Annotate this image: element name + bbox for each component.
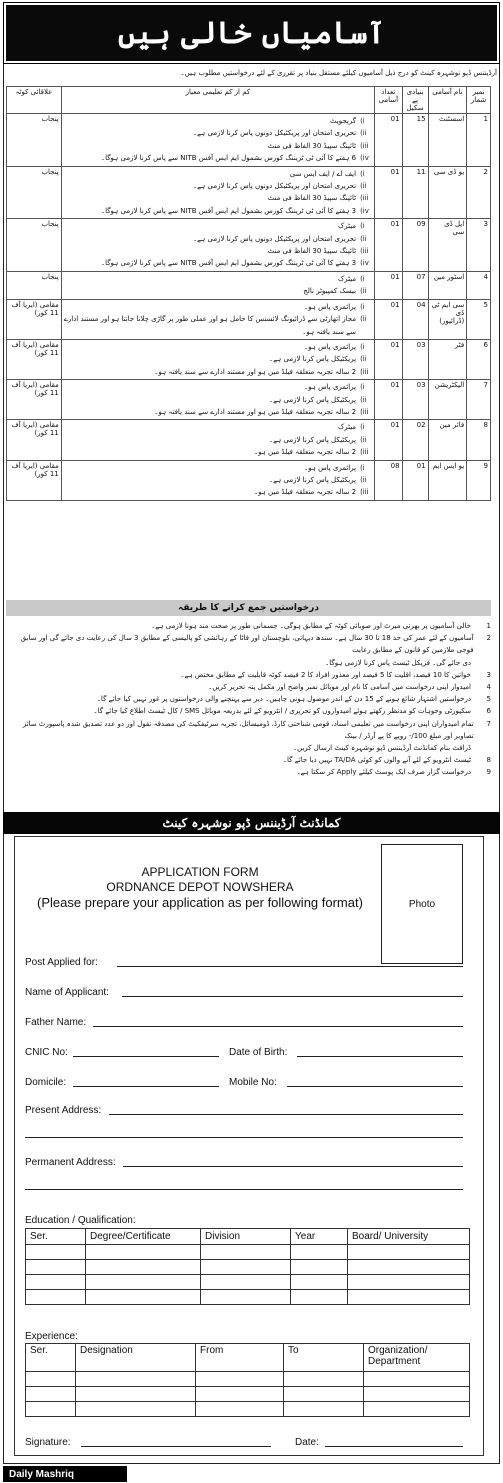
list-item	[6, 718, 491, 742]
qualification-line	[64, 353, 372, 365]
list-item	[6, 657, 491, 669]
qualification-text: 2 سالہ تجربہ متعلقہ فیلڈ میں ہو۔	[253, 448, 357, 457]
list-item	[6, 669, 491, 681]
qualification-line	[64, 152, 372, 164]
exp-col-to: To	[284, 1344, 364, 1372]
form-title: APPLICATION FORM	[141, 865, 259, 879]
qualification-line	[64, 326, 372, 338]
qualification-text: 6 ہفتے کا آئی ٹی ٹریننگ کورس بشمول ایم ایس آفس NITB سے پاس کرنا لازمی ہوگا۔	[100, 154, 357, 163]
cell-num: 01	[375, 166, 403, 219]
qualification-text: ٹائپنگ سپیڈ 30 الفاظ فی منٹ	[267, 194, 357, 203]
qualification-text: میٹرک	[337, 423, 357, 432]
qualification-text: پریکٹیکل پاس کرنا لازمی ہے۔	[268, 435, 357, 444]
edu-col-ser: Ser.	[26, 1229, 86, 1245]
item-text: درخواستیں اشتہار شائع ہونے کے 15 دن کے اندر موصول ہونی چاہیں۔ دیر سے پہنچنے والی درخواستوں پر غور نہیں کیا جائے گا۔	[96, 695, 471, 704]
table-row	[7, 380, 491, 420]
qualification-line	[64, 168, 372, 180]
item-text: ڈرافٹ بنام کمانڈنٹ آرڈیننس ڈپو نوشہرہ کینٹ ارسال کریں۔	[292, 744, 471, 753]
qualification-marker: (i	[360, 117, 365, 125]
qualification-text: پرائمری پاس ہو۔	[304, 463, 357, 472]
qualification-text: پرائمری پاس ہو۔	[304, 383, 357, 392]
cell-area: پنجاب	[7, 271, 62, 299]
newspaper-footer: Daily Mashriq	[3, 1466, 127, 1482]
qualification-marker: (ii	[360, 435, 367, 444]
table-row[interactable]	[26, 1275, 470, 1290]
table-row	[7, 114, 491, 167]
exp-col-organization: Organization/ Department	[364, 1344, 470, 1372]
item-text: خالی آسامیوں پر بھرتی میرٹ اور صوبائی کوٹہ کے مطابق ہوگی۔ جسمانی طور پر صحت مند ہونا لازمی ہے۔	[151, 622, 471, 630]
item-number: 8	[486, 756, 491, 765]
item-text: دی جائے گی۔ فزیکل ٹیسٹ پاس کرنا لازمی ہوگا۔	[325, 658, 471, 667]
permanent-address-label: Permanent Address:	[25, 1157, 116, 1168]
cell-post: فٹر	[428, 339, 467, 379]
qualification-marker: (i	[360, 463, 365, 472]
photo-box[interactable]	[381, 844, 463, 964]
qualification-line	[64, 301, 372, 313]
qualification-text: مجاز اتھارٹی سے ڈرائیونگ لائسنس کا حامل ہو اور عملی طور پر گاڑی چلانا جانتا ہو اور مستند ادارے	[63, 315, 357, 324]
cell-post: اسسٹنٹ	[428, 114, 467, 167]
cell-num: 01	[375, 114, 403, 167]
qualification-line	[64, 406, 372, 418]
edu-col-year: Year	[291, 1229, 348, 1245]
item-number	[477, 657, 491, 669]
exp-col-designation: Designation	[76, 1344, 196, 1372]
qualification-marker: (ii	[360, 287, 367, 296]
post-applied-label: Post Applied for:	[25, 957, 98, 968]
qualification-line	[64, 313, 372, 325]
qualification-marker: (iii	[360, 448, 369, 457]
qualification-line	[64, 140, 372, 152]
table-row	[7, 339, 491, 379]
present-address-label: Present Address:	[25, 1105, 102, 1116]
permanent-address-line-2[interactable]	[25, 1189, 463, 1190]
qualification-marker: (iv	[360, 206, 369, 215]
qualification-line	[64, 421, 372, 433]
cell-area: پنجاب	[7, 114, 62, 167]
item-text: تمام امیدواران اپنی درخواست میں تعلیمی اسناد، قومی شناختی کارڈ، ڈومیسائل، تجربہ سرٹیفکیٹ کی مصدقہ نقول اور دو عدد تصدیق شدہ پاسپورٹ سائز تصاویر اور مبلغ 100/- روپے کا پے آرڈر / بینک	[22, 719, 474, 740]
cell-num: 01	[375, 420, 403, 460]
item-number: 9	[486, 768, 491, 777]
qualification-line	[64, 245, 372, 257]
item-number	[477, 742, 491, 754]
cell-eligibility	[61, 299, 374, 339]
form-subtitle: ORDNANCE DEPOT NOWSHERA	[106, 880, 294, 894]
qualification-line	[64, 180, 372, 192]
cell-sr: 1	[467, 114, 491, 167]
qualification-line	[64, 127, 372, 139]
qualification-marker: (ii	[360, 355, 367, 364]
item-text: امیدوار اپنی درخواست میں آسامی کا نام اور موبائل نمبر واضح اور مکمل پتہ تحریر کریں۔	[208, 683, 471, 692]
table-row[interactable]	[26, 1387, 470, 1402]
qualification-text: 2 سالہ تجربہ متعلقہ فیلڈ میں ہو۔	[253, 488, 357, 497]
cell-num: 01	[375, 219, 403, 272]
qualification-marker: (ii	[360, 234, 367, 243]
cell-eligibility	[61, 166, 374, 219]
item-text: سکیورٹی وجوہات کو مدنظر رکھتے ہوئے امیدواروں کو تحریری / انٹرویو کے لئے بذریعہ موبائل SMS / کال ٹیسٹ اطلاع کیا جائے گا۔	[93, 707, 471, 716]
cell-sr: 2	[467, 166, 491, 219]
qualification-line	[64, 205, 372, 217]
list-item	[6, 766, 491, 778]
permanent-address-line-1[interactable]	[123, 1166, 463, 1167]
form-note: (Please prepare your application as per following format)	[37, 895, 363, 910]
table-row[interactable]	[26, 1290, 470, 1305]
qualification-marker: (i	[360, 222, 365, 231]
qualification-marker: (iii	[360, 194, 369, 203]
education-table	[25, 1228, 470, 1305]
qualification-text: ایف اے / ایف ایس سی	[289, 169, 357, 178]
list-item	[6, 632, 491, 656]
cell-num: 01	[375, 339, 403, 379]
item-text: خواتین کا 10 فیصد، اقلیت کا 5 فیصد اور معذور افراد کا 2 فیصد کوٹہ قابلیت کے مطابق مختص ہے۔	[180, 670, 471, 679]
qualification-marker	[360, 326, 372, 338]
cell-area: پنجاب	[7, 219, 62, 272]
col-sr: نمبر شمار	[467, 87, 491, 114]
item-number: 7	[486, 719, 491, 728]
application-form	[14, 836, 484, 1456]
method-list	[6, 620, 491, 779]
qualification-line	[64, 273, 372, 285]
cell-post: سی ایم ٹی ڈی (ڈرائیور)	[428, 299, 467, 339]
cell-sr: 3	[467, 219, 491, 272]
qualification-marker: (ii	[360, 129, 367, 138]
qualification-marker: (i	[360, 383, 365, 392]
qualification-text: پرائمری پاس ہو۔	[304, 342, 357, 351]
name-line[interactable]	[122, 996, 463, 997]
cell-post: یو ایس ایم	[428, 460, 467, 500]
list-item	[6, 693, 491, 705]
cell-num: 08	[375, 460, 403, 500]
cell-bps: 11	[402, 166, 428, 219]
cell-sr: 5	[467, 299, 491, 339]
cell-sr: 9	[467, 460, 491, 500]
qualification-text: ٹائپنگ سپیڈ 30 الفاظ فی منٹ	[267, 247, 357, 256]
col-num: تعداد آسامی	[375, 87, 403, 114]
qualification-text: میٹرک	[337, 222, 357, 231]
vacancies-table	[6, 86, 491, 501]
present-address-line-2[interactable]	[25, 1137, 463, 1138]
domicile-label: Domicile:	[25, 1077, 67, 1088]
header-banner	[4, 3, 499, 63]
col-area: علاقائی کوٹہ	[7, 87, 62, 114]
qualification-marker: (ii	[360, 315, 367, 324]
cell-post: اسٹور مین	[428, 271, 467, 299]
qualification-line	[64, 394, 372, 406]
cell-bps: 09	[402, 219, 428, 272]
cell-num: 01	[375, 380, 403, 420]
cell-eligibility	[61, 219, 374, 272]
list-item	[6, 742, 491, 754]
qualification-line	[64, 257, 372, 269]
intro-text: آرڈیننس ڈپو نوشہرہ کینٹ کو درج ذیل آسامیوں کیلئے مستقل بنیاد پر تقرری کے لئے درخواستیں مطلوب ہیں۔	[180, 69, 497, 77]
qualification-marker: (i	[360, 169, 365, 178]
present-address-line-1[interactable]	[109, 1114, 463, 1115]
item-number: 3	[486, 670, 491, 679]
qualification-text: سے سند یافتہ ہو۔	[302, 327, 357, 336]
qualification-marker: (i	[360, 342, 365, 351]
table-row[interactable]	[26, 1372, 470, 1387]
cell-bps: 03	[402, 380, 428, 420]
signature-label: Signature:	[25, 1437, 71, 1448]
table-row	[7, 420, 491, 460]
qualification-text: تحریری امتحان اور پریکٹیکل دونوں پاس کرنا لازمی ہے۔	[192, 234, 357, 243]
qualification-line	[64, 462, 372, 474]
mobile-label: Mobile No:	[229, 1077, 277, 1088]
cell-sr: 8	[467, 420, 491, 460]
qualification-line	[64, 486, 372, 498]
cell-post: فائر مین	[428, 420, 467, 460]
qualification-line	[64, 341, 372, 353]
cell-bps: 03	[402, 339, 428, 379]
qualification-marker: (iii	[360, 488, 369, 497]
qualification-text: پریکٹیکل پاس کرنا لازمی ہے۔	[268, 475, 357, 484]
col-post: نام آسامی	[428, 87, 467, 114]
table-row[interactable]	[26, 1260, 470, 1275]
item-text: آسامیوں کے لئے عمر کی حد 18 تا 30 سال ہے۔ سندھ دیہاتی، بلوچستان اور فاٹا کے رہائشی کو پالیسی کے مطابق 3 سال کی رعایت دی جائے گی اور سابق فوجی ملازمین کو قانون کے مطابق رعایت	[20, 634, 474, 655]
exp-col-ser: Ser.	[26, 1344, 76, 1372]
qualification-text: گریجویٹ	[329, 117, 357, 125]
father-name-label: Father Name:	[25, 1017, 87, 1028]
list-item	[6, 705, 491, 717]
qualification-text: ٹائپنگ سپیڈ 30 الفاظ فی منٹ	[267, 141, 357, 150]
item-number: 1	[486, 622, 491, 630]
cell-area: مقامی (ایریا آف 11 کور)	[7, 460, 62, 500]
qualification-marker: (ii	[360, 395, 367, 404]
qualification-line	[64, 446, 372, 458]
commandant-bar: کمانڈنٹ آرڈیننس ڈپو نوشہرہ کینٹ	[3, 812, 500, 834]
qualification-marker: (iv	[360, 154, 369, 163]
father-name-line[interactable]	[93, 1026, 463, 1027]
cell-sr: 4	[467, 271, 491, 299]
edu-col-board: Board/ University	[348, 1229, 470, 1245]
qualification-marker: (iii	[360, 141, 369, 150]
qualification-text: پریکٹیکل پاس کرنا لازمی ہے۔	[268, 395, 357, 404]
list-item	[6, 620, 491, 632]
cell-bps: 15	[402, 114, 428, 167]
qualification-text: 3 ہفتے کا آئی ٹی ٹریننگ کورس بشمول ایم ایس آفس NITB سے پاس کرنا لازمی ہوگا۔	[100, 259, 357, 268]
qualification-line	[64, 285, 372, 297]
photo-label: Photo	[408, 898, 436, 910]
cell-bps: 04	[402, 299, 428, 339]
item-number: 6	[486, 707, 491, 716]
col-eligibility: کم از کم تعلیمی معیار	[61, 87, 374, 114]
cell-eligibility	[61, 380, 374, 420]
table-row	[7, 299, 491, 339]
qualification-text: پرائمری پاس ہو۔	[304, 302, 357, 311]
cell-eligibility	[61, 420, 374, 460]
cell-sr: 6	[467, 339, 491, 379]
education-title: Education / Qualification:	[25, 1215, 136, 1226]
qualification-line	[64, 366, 372, 378]
experience-title: Experience:	[25, 1331, 78, 1342]
qualification-text: میٹرک	[337, 274, 357, 283]
list-item	[6, 681, 491, 693]
table-row	[7, 271, 491, 299]
cell-sr: 7	[467, 380, 491, 420]
cell-eligibility	[61, 460, 374, 500]
qualification-line	[64, 474, 372, 486]
table-row	[7, 219, 491, 272]
item-text: درخواست گزار صرف ایک پوسٹ کیلئے Apply کر سکتا ہے۔	[296, 768, 471, 777]
qualification-marker: (iv	[360, 259, 369, 268]
cell-post: الیکٹریشن	[428, 380, 467, 420]
qualification-text: 2 سالہ تجربہ متعلقہ فیلڈ میں ہو اور مستند ادارے سے سند یافتہ ہو۔	[154, 407, 357, 416]
edu-col-degree: Degree/Certificate	[86, 1229, 201, 1245]
cell-num: 01	[375, 271, 403, 299]
cell-eligibility	[61, 271, 374, 299]
table-row	[7, 166, 491, 219]
qualification-marker: (iii	[360, 247, 369, 256]
date-label: Date:	[295, 1437, 319, 1448]
cell-area: مقامی (ایریا آف 11 کور)	[7, 380, 62, 420]
banner-title: آسامیاں خالی ہیں	[118, 15, 385, 51]
cell-eligibility	[61, 339, 374, 379]
cnic-label: CNIC No:	[25, 1047, 68, 1058]
qualification-text: بیسک کمپیوٹر نالج	[303, 287, 357, 296]
qualification-marker: (i	[360, 302, 365, 311]
col-bps: بنیادی پے سکیل	[402, 87, 428, 114]
qualification-text: پریکٹیکل پاس کرنا لازمی ہے۔	[268, 355, 357, 364]
list-item	[6, 754, 491, 766]
qualification-line	[64, 192, 372, 204]
qualification-line	[64, 381, 372, 393]
qualification-marker: (i	[360, 423, 365, 432]
cell-bps: 02	[402, 420, 428, 460]
cell-post: یو ڈی سی	[428, 166, 467, 219]
qualification-line	[64, 233, 372, 245]
cell-area: مقامی (ایریا آف 11 کور)	[7, 339, 62, 379]
item-number: 2	[486, 634, 491, 643]
qualification-marker: (ii	[360, 475, 367, 484]
dob-line[interactable]	[297, 1056, 463, 1057]
cnic-line[interactable]	[73, 1056, 219, 1057]
qualification-text: 3 ہفتے کا آئی ٹی ٹریننگ کورس بشمول ایم ایس آفس NITB سے پاس کرنا لازمی ہوگا۔	[100, 206, 357, 215]
item-text: ٹیسٹ انٹرویو کے لئے آنے والوں کو کوئی TA/DA نہیں دیا جائے گا۔	[282, 756, 471, 765]
cell-area: مقامی (ایریا آف 11 کور)	[7, 420, 62, 460]
cell-area: پنجاب	[7, 166, 62, 219]
cell-bps: 07	[402, 271, 428, 299]
mobile-line[interactable]	[287, 1086, 463, 1087]
qualification-text: 2 سالہ تجربہ متعلقہ فیلڈ میں ہو اور مستند ادارے سے سند یافتہ ہو۔	[154, 367, 357, 376]
dob-label: Date of Birth:	[229, 1047, 288, 1058]
date-line[interactable]	[325, 1446, 463, 1447]
qualification-marker: (iii	[360, 407, 369, 416]
qualification-text: تحریری امتحان اور پریکٹیکل دونوں پاس کرنا لازمی ہے۔	[192, 182, 357, 191]
cell-eligibility	[61, 114, 374, 167]
exp-col-from: From	[196, 1344, 284, 1372]
cell-area: مقامی (ایریا آف 11 کور)	[7, 299, 62, 339]
qualification-line	[64, 115, 372, 127]
signature-line[interactable]	[81, 1446, 271, 1447]
qualification-text: تحریری امتحان اور پریکٹیکل دونوں پاس کرنا لازمی ہے۔	[192, 129, 357, 138]
form-heading	[15, 865, 385, 910]
table-row[interactable]	[26, 1402, 470, 1417]
item-number: 4	[486, 683, 491, 692]
qualification-marker: (iii	[360, 367, 369, 376]
post-applied-line[interactable]	[117, 966, 463, 967]
method-title: درخواستیں جمع کرانے کا طریقہ	[6, 600, 491, 616]
item-number: 5	[486, 695, 491, 704]
qualification-line	[64, 434, 372, 446]
name-label: Name of Applicant:	[25, 987, 109, 998]
table-row	[7, 460, 491, 500]
qualification-marker: (ii	[360, 182, 367, 191]
qualification-line	[64, 220, 372, 232]
qualification-marker: (i	[360, 274, 365, 283]
edu-col-division: Division	[201, 1229, 291, 1245]
cell-post: ایل ڈی سی	[428, 219, 467, 272]
domicile-line[interactable]	[73, 1086, 219, 1087]
table-row[interactable]	[26, 1245, 470, 1260]
cell-num: 01	[375, 299, 403, 339]
experience-table	[25, 1343, 470, 1417]
cell-bps: 01	[402, 460, 428, 500]
